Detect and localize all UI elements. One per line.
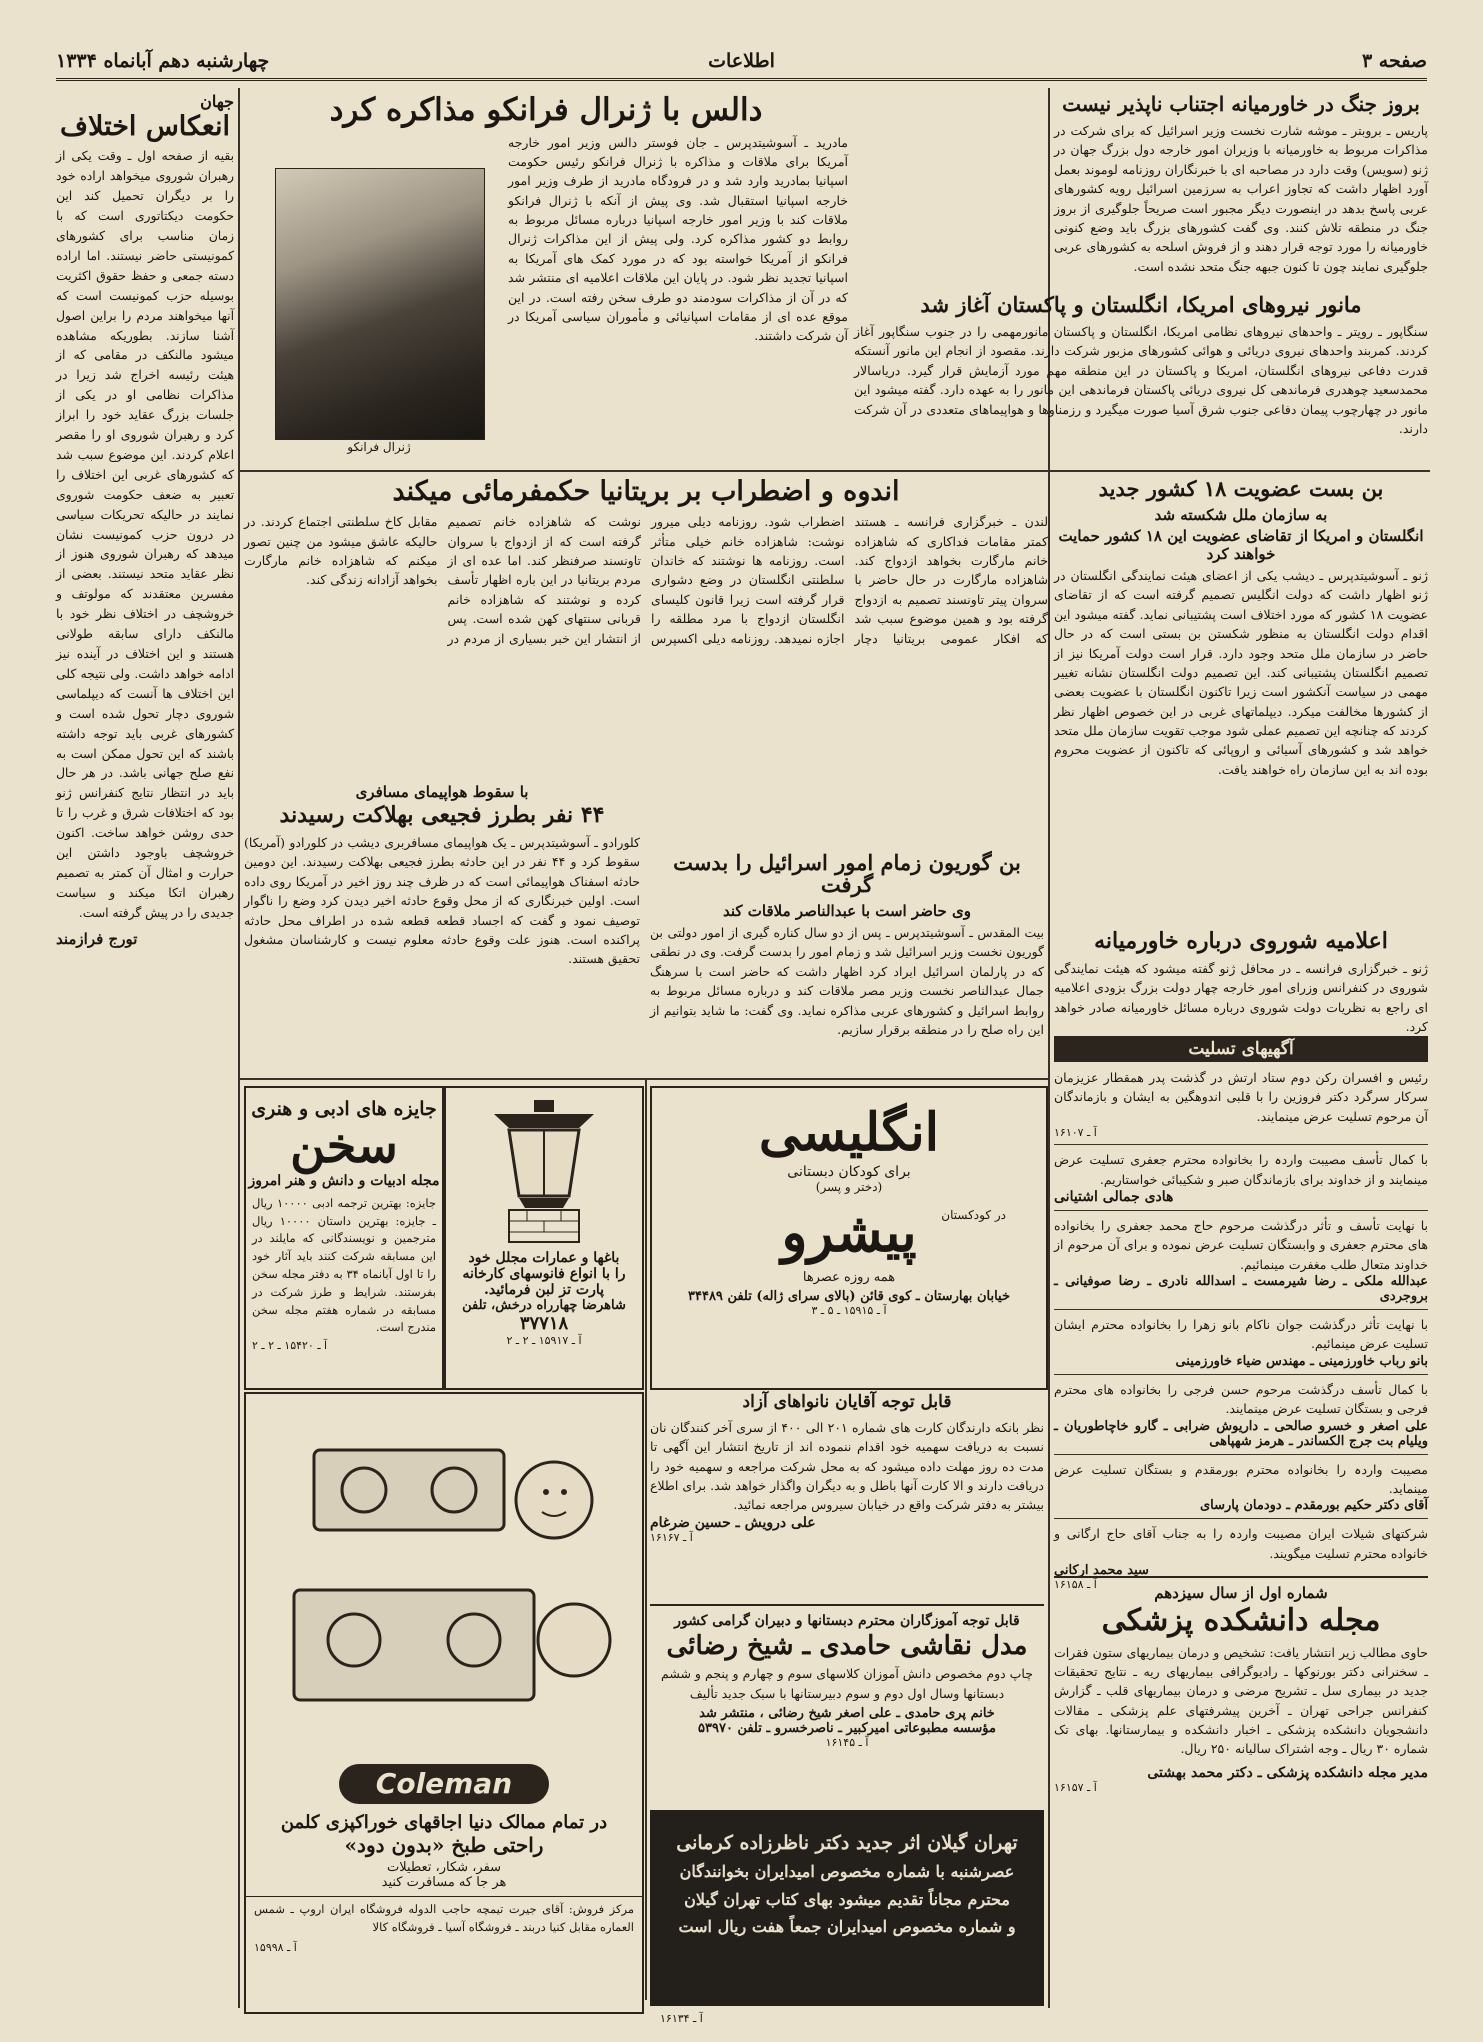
school-name: پیشرو (781, 1200, 917, 1265)
condolence-signature: عبدالله ملکی ـ رضا شیرمست ـ اسدالله نادری ـ رضا صوفیانی ـ بروجردی (1054, 1274, 1428, 1304)
article-headline: بن گوریون زمام امور اسرائیل را بدست گرفت (673, 850, 1021, 898)
ad-line: (دختر و پسر) (815, 1180, 883, 1195)
ad-title: جایزه های ادبی و هنری (251, 1098, 437, 1120)
ad-authors: خانم پری حامدی ـ علی اصغر شیخ رضائی ، منتشر شد (699, 1706, 995, 1722)
page-number: صفحه ۳ (1361, 50, 1427, 72)
ad-line: پارت تز لبن فرمائید. (483, 1282, 605, 1298)
ad-title: انگلیسی (758, 1102, 940, 1163)
plane-crash-article (244, 780, 640, 1072)
war-article (1054, 92, 1428, 282)
sokhan-ad (244, 1086, 444, 1390)
article-headline: بروز جنگ در خاورمیانه اجتناب ناپذیر نیست (1062, 92, 1420, 116)
article-body: ژنو ـ خبرگزاری فرانسه ـ در محافل ژنو گفته میشود که هیئت نمایندگی شوروی در کنفرانس وزرای امور خارجه چهار دولت بزرگ بزودی اعلامیه ای راجع به نظریات دولت شوروی درباره مسائل خاورمیانه صادر خواهد کرد. (1054, 961, 1428, 1035)
bengurion-article (650, 850, 1044, 1072)
ad-line: محترم مجاناً تقدیم میشود بهای کتاب تهران گیلان (684, 1889, 1010, 1909)
ad-name: سخن (290, 1118, 398, 1174)
column-rule (645, 1080, 647, 2000)
condolence-item: با کمال تأسف مصیبت واردہ را بخانواده محترم جعفری تسلیت عرض مینمایند و از خداوند برای بازماندگان صبر و شکیبائی خواستاریم. (1054, 1152, 1428, 1187)
ad-headline: قابل توجه آقایان نانواهای آزاد (742, 1392, 952, 1412)
ad-tag: سفر، شکار، تعطیلات (386, 1860, 502, 1875)
article-kicker: با سقوط هواپیمای مسافری (355, 783, 529, 801)
divider (1054, 1309, 1428, 1310)
ad-body: چاپ دوم مخصوص دانش آموزان کلاسهای سوم و چهارم و پنجم و ششم دبستانها وسال اول دوم و سوم دبیرستانها با سبک جدید تألیف (661, 1666, 1033, 1701)
page-header (56, 50, 1427, 81)
article-body: ژنو ـ آسوشیتدپرس ـ دیشب یکی از اعضای هیئت نمایندگی انگلستان در ژنو اظهار داشت که دولت انگلیس تصمیم گرفته است که از تقاضای عضویت ۱۸ کشور که مورد اختلاف است پشتیبانی نماید. گفته میشود این اقدام دولت انگلستان به منظور شکستن بن بستی است که در حال حاضر در سازمان ملل متحد وجود دارد. قرار است دولت آمریکا نیز از تصمیم انگلستان پشتیبانی کند. این تصمیم دولت انگلستان نشانه تغییر مهمی در سیاست آنکشور است زیرا تاکنون انگلستان با عضویت بعضی از کشورها مخالفت میکرد. دیپلماتهای غربی در این خصوص اظهار نظر کردند که چنانچه این تصمیم عملی شود موجب تقویت سازمان ملل متحد خواهد شد و کشورهای آسیائی و اروپائی که تاکنون از عضویت محروم بوده اند به این سازمان راه خواهند یافت. (1054, 568, 1429, 777)
article-body: بقیه از صفحه اول ـ وقت یکی از رهبران شوروی میخواهد اراده خود را بر دیگران تحمیل کند این حکومت دیکتاتوری است که با زمان مناسب برای کشورهای کمونیستی حاضر نیستند. اما اراده دسته جمعی و حفظ حقوق اکثریت بوسیله حزب کمونیست است که آنها میخواهند مردم را براین اصول آشنا سازند. بطوریکه مشاهده میشود مالنکف در مقامی که از هیئت رئیسه اخراج شد زیرا در مذاکرات نظامی او در یکی از جلسات بزرگ عقاید خود را ابراز کرد و رهبران شوروی او را مقصر اعلام کردند. این موضوع سبب شد که کشورهای غربی این اختلاف را تعبیر به ضعف حکومت شوروی نمایند در حالیکه تحریکات سیاسی در درون حزب کمونیست نشان میدهد که رهبران شوروی هنوز از نظر عقاید متحد نیستند. بعضی از مفسرین معتقدند که مولوتف و خروشچف در اختلاف نظر خود با مالنکف دارای سابقه طولانی هستند و این اختلاف در آینده نیز ادامه خواهد داشت. ولی نتیجه کلی این اختلاف ها آنست که دیپلماسی شوروی دچار تحول شده است و کشورهای غربی باید توجه داشته باشند که این تحول ممکن است به نفع صلح جهانی باشد. در هر حال باید در انتظار نتایج کنفرانس ژنو بود که اختلافات شرق و غرب را تا حدی روشن خواهد ساخت. اکنون خروشچف باوجود داشتن این حرارت و امثال آن کمتر به تصمیم رهبران اتکا میکند و سیاست جدیدی را در پیش گرفته است. (56, 149, 234, 920)
ad-signature: علی درویش ـ حسین ضرغام (650, 1514, 816, 1531)
ad-tag: هر جا که مسافرت کنید (381, 1875, 507, 1890)
photo-caption: ژنرال فرانکو (347, 440, 411, 454)
soviet-article (1054, 928, 1428, 1035)
article-body: بیت المقدس ـ آسوشیتدپرس ـ پس از دو سال کناره گیری از امور دولتی بن گوریون نخست وزیر اسرائیل شد و زمام امور را بدست گرفت. وی در نطقی که در پارلمان اسرائیل ایراد کرد اظهار داشت که حاضر است با سرهنگ جمال عبدالناصر نخست وزیر مصر ملاقات کند و درباره مسائل مربوط به روابط اسرائیل و کشورهای عربی مذاکره نماید. وی گفت: ما شاید بتوانیم از این راه صلح را در منطقه برقرار سازیم. (650, 925, 1044, 1037)
condolence-item: مصیبت واردہ را بخانواده محترم بورمقدم و بستگان تسلیت عرض مینماید. (1054, 1461, 1428, 1496)
coleman-ad (244, 1392, 644, 2014)
article-headline: دالس با ژنرال فرانکو مذاکره کرد (329, 92, 763, 128)
ad-code: آ ـ ۱۵۹۹۸ (254, 1940, 297, 1954)
ad-code: آ ـ ۱۶۱۳۴ (660, 2012, 703, 2025)
article-subheading: وی حاضر است با عبدالناصر ملاقات کند (723, 902, 971, 921)
article-body: کلورادو ـ آسوشیتدپرس ـ یک هواپیمای مسافربری دیشب در کلورادو (آمریکا) سقوط کرد و ۴۴ نفر در این حادثه بطرز فجیعی بهلاکت رسیدند. این دومین حادثه اسفناک هواپیمائی است که در ظرف چند روز اخیر در آمریکا روی داده است. اولین خبرنگاری که از محل وقوع حادثه اخیر دیدن کرد وضع را ناگوار توصیف نمود و گفت که اجساد قطعه قطعه شده در اطراف محل حادثه پراکنده است. هنوز علت وقوع حادثه معلوم نیست و کارشناسان مشغول تحقیق هستند. (244, 835, 640, 967)
condolence-signature: آقای دکتر حکیم بورمقدم ـ دودمان پارسای (1199, 1498, 1428, 1514)
condolence-signature: هادی جمالی اشتیانی (1054, 1188, 1174, 1205)
ad-line: راحتی طبخ «بدون دود» (344, 1833, 544, 1857)
section-rule (240, 470, 1048, 472)
ad-body: جایزه: بهترین ترجمه ادبی ۱۰۰۰۰ ریال ـ جایزه: بهترین داستان ۱۰۰۰۰ ریال مترجمین و نویسندگانی که مایلند در این مسابقه شرکت کنند باید آثار خود را تا اول آبانماه ۳۴ به دفتر مجله سخن بفرستند. شرایط و طرز شرکت در مسابقه در شماره هفتم مجله سخن مندرج است. (252, 1195, 436, 1335)
article-author: تورج فرازمند (56, 929, 138, 948)
article-headline: ۴۴ نفر بطرز فجیعی بهلاکت رسیدند (279, 802, 605, 828)
ad-line: و شماره مخصوص امیدایران جمعاً هفت ریال است (678, 1916, 1016, 1936)
divider (1054, 1210, 1428, 1211)
article-headline: اندوه و اضطراب بر بریتانیا حکمفرمائی میکند (392, 476, 900, 507)
divider (1054, 1518, 1428, 1519)
ad-prefix: در کودکستان (941, 1208, 1006, 1223)
ad-phone: ۳۷۷۱۸ (519, 1313, 569, 1334)
lantern-icon (469, 1096, 619, 1246)
column-rule (238, 88, 240, 2008)
section-label: جهان (200, 92, 234, 111)
condolence-item: رئیس و افسران رکن دوم ستاد ارتش در گذشت پدر همقطار عزیزمان سرکار سرگرد دکتر فروزین را با قلبی اندوهگین به ایشان و بازماندگان آن مرحوم تسلیت عرض مینمایند. (1054, 1070, 1428, 1124)
ad-line: را با انواع فانوسهای کارخانه (462, 1266, 626, 1282)
ad-code: آ ـ ۱۶۱۶۷ (650, 1530, 693, 1544)
condolence-signature: بانو رباب خاورزمینی ـ مهندس ضیاء خاورزمینی (1175, 1353, 1428, 1369)
ad-code: آ ـ ۱۵۹۱۷ ـ ۲ ـ ۲ (506, 1334, 582, 1347)
tehran-gilan-book-ad (650, 1810, 1044, 2006)
un-article (1054, 476, 1428, 926)
condolence-code: آ ـ ۱۶۱۵۸ (1054, 1578, 1097, 1591)
condolence-item: با کمال تأسف درگذشت مرحوم حسن فرجی را بخانواده های محترم فرجی و بستگان تسلیت عرض مینمایند. (1054, 1381, 1428, 1417)
ad-code: آ ـ ۱۵۹۱۵ ـ ۵ ـ ۳ (811, 1304, 887, 1318)
ad-body: نظر بانکه دارندگان کارت های شماره ۲۰۱ الی ۴۰۰ از سری آخر کنندگان نان نسبت به دریافت سهمیه خود اقدام ننموده اند از تاریخ انتشار این آگهی تا مدت ده روز مهلت داده میشود که به محل شرکت مراجعه و سهمیه خود را دریافت دارند و الا کارت آنها باطل و به دیگران واگذار خواهد شد. برای اطلاع بیشتر به دفتر شرکت واقع در خیابان سیروس مراجعه نمائید. (650, 1419, 1044, 1513)
article-subheading: به سازمان ملل شکسته شد (1154, 506, 1328, 525)
lantern-ad (444, 1086, 644, 1390)
condolence-title: آگهیهای تسلیت (1054, 1036, 1428, 1062)
ad-line: باغها و عمارات مجلل خود (468, 1250, 620, 1266)
article-subheading: انگلستان و امریکا از تقاضای عضویت این ۱۸ کشور حمایت خواهند کرد (1058, 527, 1424, 564)
article-headline: مانور نیروهای امریکا، انگلستان و پاکستان آغاز شد (920, 292, 1362, 317)
bakers-notice (650, 1392, 1044, 1606)
divider (1054, 1454, 1428, 1455)
condolence-item: شرکتهای شیلات ایران مصیبت واردہ را به جناب آقای حاج ارگانی و خانواده محترم تسلیت میگویند. (1054, 1526, 1428, 1561)
condolence-item: با نهایت تأثر درگذشت جوان ناکام بانو زهرا را بخانواده محترم ایشان تسلیت عرض مینمائیم. (1054, 1317, 1428, 1352)
newspaper-name: اطلاعات (708, 50, 775, 72)
ad-line: تهران گیلان اثر جدید دکتر ناظرزاده کرمانی (676, 1832, 1018, 1854)
condolence-item: با نهایت تأسف و تأثر درگذشت مرحوم حاج محمد جعفری را بخانواده های محترم جعفری و وابستگان تسلیت عرض نموده و برای آن مرحوم از خداوند متعال طلب مغفرت مینمائیم. (1054, 1217, 1428, 1272)
tension-article (244, 476, 1048, 776)
medical-journal-ad (1054, 1576, 1428, 2018)
condolence-section (1054, 1036, 1428, 1591)
left-column-article (56, 92, 234, 2022)
ad-headline: قابل توجه آموزگاران محترم دبستانها و دبیران گرامی کشور (674, 1613, 1020, 1629)
ad-line: در تمام ممالک دنیا اجاقهای خوراکپزی کلمن (280, 1812, 608, 1833)
ad-line: شاهرضا چهارراه درخش، تلفن (462, 1298, 626, 1313)
coleman-logo: Coleman (339, 1764, 549, 1804)
ad-signature: مدیر مجله دانشکده پزشکی ـ دکتر محمد بهشتی (1147, 1764, 1428, 1781)
ad-code: آ ـ ۱۶۱۵۷ (1054, 1780, 1097, 1794)
issue-date: چهارشنبه دهم آبانماه ۱۳۳۴ (56, 50, 270, 72)
ad-address: خیابان بهارستان ـ کوی قائن (بالای سرای ژاله) تلفن ۳۴۴۸۹ (688, 1289, 1010, 1305)
ad-line: عصرشنبه با شماره مخصوص امیدایران بخوانندگان (679, 1862, 1015, 1882)
article-headline: اعلامیه شوروی درباره خاورمیانه (1094, 928, 1388, 954)
franco-photo (275, 168, 485, 440)
ad-code: آ ـ ۱۶۱۴۵ (825, 1736, 869, 1750)
article-headline: بن بست عضویت ۱۸ کشور جدید (1098, 476, 1384, 501)
condolence-code: آ ـ ۱۶۱۰۷ (1054, 1126, 1097, 1140)
ad-body: حاوی مطالب زیر انتشار یافت: تشخیص و درمان بیماریهای ستون فقرات ـ سخنرانی دکتر بورنوکها ـ رادیوگرافی بیماریهای ریه ـ نتایج تحقیقات جدید در بیماری سل ـ تشریح مرضی و درمان بیماریهای قلب ـ گزارش کنفرانس جراحی تهران ـ آخرین پیشرفتهای علم پزشکی ـ مقالات دانشجویان دانشکده پزشکی ـ اخبار دانشکده و بیمارستانها. بهای تک شماره ۳۰ ریال ـ وجه اشتراک سالیانه ۲۵۰ ریال. (1054, 1644, 1428, 1757)
divider (1054, 1374, 1428, 1375)
article-headline: انعکاس اختلاف (60, 111, 230, 142)
article-body: لندن ـ خبرگزاری فرانسه ـ هستند کمتر مقامات فداکاری که شاهزاده خانم مارگارت بخواهد ازدواج کند. شاهزاده مارگارت در حال حاضر با سروان پیتر تاونسند تصمیم به ازدواج گرفته بود و همین موضوع سبب شد که افکار عمومی بریتانیا دچار اضطراب شود. روزنامه دیلی میرور نوشت: شاهزاده خانم خیلی متأثر است. روزنامه ها نوشتند که خاندان سلطنتی انگلستان در وضع دشواری قرار گرفته است زیرا قانون کلیسای انگلستان ازدواج با مرد مطلقه را اجازه نمیدهد. روزنامه دیلی اکسپرس نوشت که شاهزاده خانم تصمیم گرفته است که از ازدواج با سروان تاونسند صرفنظر کند. اما عده ای از مردم بریتانیا در این باره اظهار تأسف کرده و نوشتند که شاهزاده خانم قربانی سنتهای کهن شده است. پس از انتشار این خبر بسیاری از مردم در مقابل کاخ سلطنتی اجتماع کردند. در حالیکه عاشق میشود من چنین تصور میکنم که شاهزاده خانم مارگارت بخواهد آزادانه زندگی کند. (244, 514, 1048, 646)
english-class-ad (650, 1086, 1048, 1390)
ad-subtitle: مجله ادبیات و دانش و هنر امروز (248, 1172, 440, 1189)
ad-kicker: شماره اول از سال سیزدهم (1154, 1584, 1328, 1602)
painting-book-ad (650, 1610, 1044, 1800)
divider (1054, 1144, 1428, 1145)
ad-line: برای کودکان دبستانی (787, 1164, 911, 1181)
maneuvers-article (854, 292, 1428, 468)
section-rule (240, 1078, 1048, 1080)
ad-title: مدل نقاشی حامدی ـ شیخ رضائی (666, 1631, 1028, 1661)
ad-publisher: مؤسسه مطبوعاتی امیرکبیر ـ ناصرخسرو ـ تلفن ۵۳۹۷۰ (698, 1721, 996, 1737)
ad-title: مجله دانشکده پزشکی (1101, 1603, 1381, 1638)
article-body: پاریس ـ بروبتر ـ موشه شارت نخست وزیر اسرائیل که برای شرکت در مذاکرات مربوط به خاورمیانه با وزیران امور خارجه دول بزرگ جهان در ژنو (سویس) وقت دارد در مصاحبه ای با خبرنگاران روزنامه لوموند بعمل آورد اظهار داشت که تجاوز اعراب به سرزمین اسرائیل رویه کشورهای عربی پاسخ بدهد در اینصورت دیگر مجبور است صریحاً جلوگیری از بروز جنگ در منطقه تلاش کنند. وی گفت کشورهای بزرگ باید وضع کنونی خاورمیانه را مورد توجه قرار دهند و از فروش اسلحه به کشورهای عربی جلوگیری نمایند چون تا کنون جبهه جنگ متحد نشده است. (1054, 123, 1428, 274)
ad-footer: مرکز فروش: آقای جیرت تیمچه حاجب الدوله فروشگاه ایران اروپ ـ شمس العماره مقابل کنیا دربند ـ فروشگاه آسیا ـ فروشگاه کالا (246, 1896, 642, 1941)
article-body: سنگاپور ـ رویتر ـ واحدهای نیروهای نظامی امریکا، انگلستان و پاکستان مانورمهمی را در جنوب سنگاپور آغاز کردند. کمربند واحدهای نیروی دریائی و هوائی کشورهای مزبور شرکت دارند. مقصود از انجام این مانور آنستکه قدرت دفاعی نیروهای انگلستان، امریکا و پاکستان در این منطقه مهم مورد آزمایش قرار گیرد. دریاسالار محمدسعید چوهدری فرماندهی کل نیروی دریائی پاکستان فرماندهی این مانور را به عهده دارد. گفته میشود این مانور در چهارچوب پیمان دفاعی جنوب شرق آسیا صورت میگیرد و رزمناوها و هواپیماهای متعددی در آن شرکت دارند. (854, 324, 1428, 436)
ad-code: آ ـ ۱۵۴۲۰ ـ ۲ ـ ۲ (252, 1339, 328, 1353)
article-body: مادرید ـ آسوشیتدپرس ـ جان فوستر دالس وزیر امور خارجه آمریکا برای ملاقات و مذاکره با ژنرال فرانکو رئیس حکومت اسپانیا بمادرید وارد شد و در فرودگاه مادرید از طرف وزیر امور خارجه اسپانیا استقبال شد. وی پیش از آنکه با ژنرال فرانکو ملاقات کند با وزیر امور خارجه اسپانیا درباره مسائل مربوط به روابط دو کشور مذاکره کرد. ولی پیش از این مذاکرات ژنرال فرانکو از آمریکا خواسته بود که در مورد کمک های آمریکا به اسپانیا تجدید نظر شود. در پایان این ملاقات اعلامیه ای منتشر شد که در آن از مذاکرات سودمند دو طرف سخن رفته است. در این موقع عده ای از مقامات اسپانیائی و مأموران سیاسی آمریکا در آن شرکت داشتند. (508, 134, 848, 344)
stove-illustration (254, 1400, 634, 1760)
ad-line: همه روزه عصرها (802, 1270, 896, 1286)
condolence-signature: سید محمد ارکانی (1054, 1563, 1149, 1578)
section-rule (1050, 470, 1430, 472)
condolence-signature: علی اصغر و خسرو صالحی ـ داریوش ضرابی ـ گارو خاچاطوریان ـ ویلیام بت جرج الکساندر ـ هرمز شهپاهی (1054, 1418, 1428, 1449)
